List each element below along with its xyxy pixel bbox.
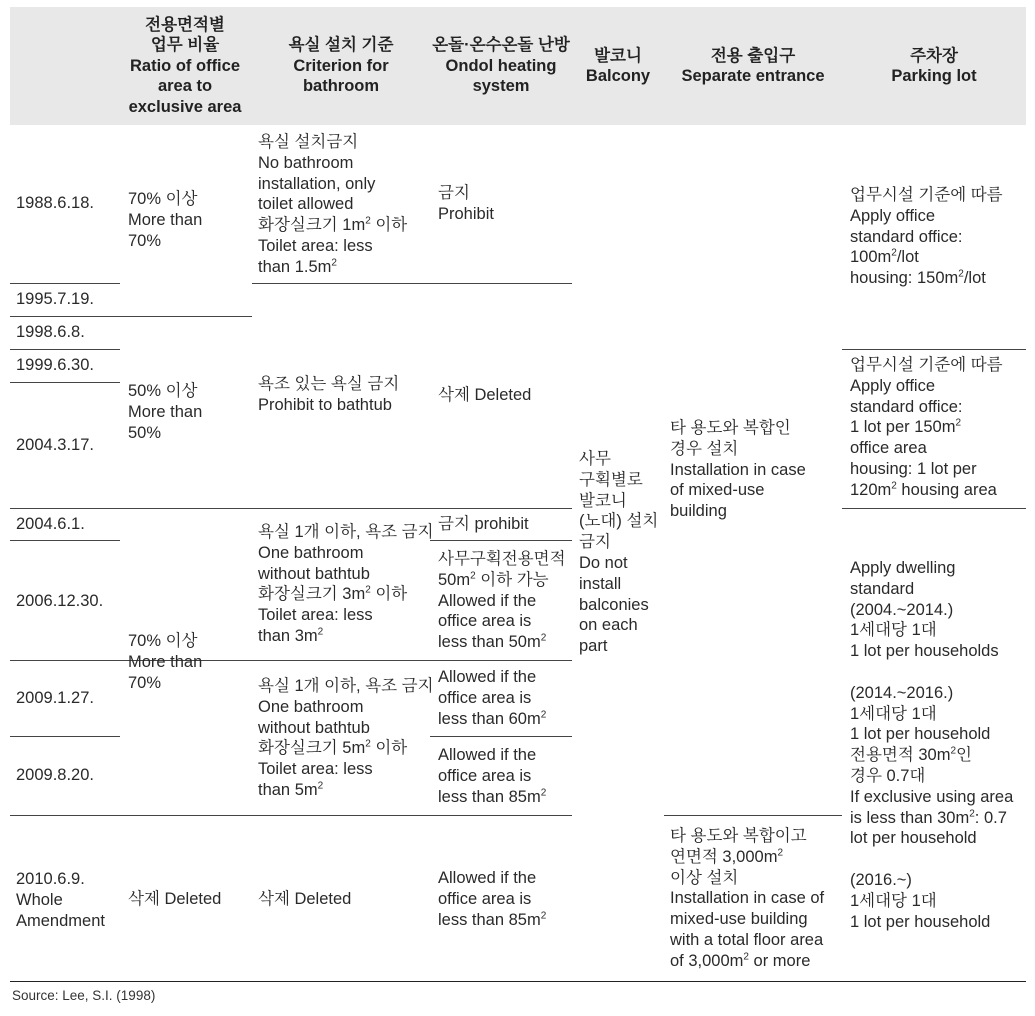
date-2004-march: 2004.3.17. [16, 436, 94, 454]
ondol-cell-5: Allowed if the office area is less than $60m^2$ [438, 668, 547, 728]
ondol-cell-1: 금지 Prohibit [438, 184, 494, 223]
date-2006: 2006.12.30. [16, 592, 104, 610]
row-divider [10, 382, 120, 383]
row-divider [430, 736, 572, 737]
header-ondol: 온돌·온수온돌 난방 Ondol heating system [432, 36, 570, 96]
balcony-cell: 사무 구획별로 발코니 (노대) 설치 금지 Do not install balconies on each part [579, 450, 659, 656]
ondol-cell-2: 삭제 Deleted [438, 386, 532, 404]
bathroom-cell-3: 욕실 1개 이하, 욕조 금지 One bathroom without bathtub 화장실크기 $3m^2$ 이하 Toilet area: less than $3m^2$ [258, 523, 434, 645]
row-divider [664, 815, 842, 816]
row-divider [430, 540, 572, 541]
header-balcony: 발코니 Balcony [585, 46, 651, 85]
row-divider [10, 316, 252, 317]
ondol-cell-7: Allowed if the office area is less than $85m^2$ [438, 869, 547, 929]
bathroom-cell-1: 욕실 설치금지 No bathroom installation, only toilet allowed 화장실크기 $1m^2$ 이하 Toilet area: less than $1.5m^2$ [258, 133, 408, 276]
row-divider [10, 815, 572, 816]
row-divider [10, 736, 120, 737]
table-bottom-rule [10, 981, 1026, 982]
parking-cell-3: Apply dwelling standard (2004.~2014.) 1세대당 1대 1 lot per households (2014.~2016.) 1세대당 1대 1 lot per household 전용면적 $30m^2$인 경우 0.7대 If exclusive using area is less than $30m^2$: 0.7 lot per household (2016.~) 1세대당 1대 1 lot per household [850, 559, 1014, 931]
date-2009-aug: 2009.8.20. [16, 766, 94, 784]
header-entrance: 전용 출입구 Separate entrance [681, 46, 825, 85]
row-divider [10, 283, 120, 284]
date-1995: 1995.7.19. [16, 290, 94, 308]
header-ratio: 전용면적별 업무 비율 Ratio of office area to exclusive area [128, 15, 242, 116]
date-1998: 1998.6.8. [16, 323, 85, 341]
row-divider [842, 349, 1026, 350]
ratio-cell-1: 70% 이상 More than 70% [128, 190, 203, 250]
ondol-cell-6: Allowed if the office area is less than $85m^2$ [438, 746, 547, 806]
ratio-cell-4: 삭제 Deleted [128, 890, 222, 908]
source-caption: Source: Lee, S.I. (1998) [12, 988, 156, 1003]
bathroom-cell-4: 욕실 1개 이하, 욕조 금지 One bathroom without bathtub 화장실크기 $5m^2$ 이하 Toilet area: less than $5m^2$ [258, 677, 434, 799]
entrance-cell-2: 타 용도와 복합이고 연면적 $3,000m^2$ 이상 설치 Installation in case of mixed-use building with a total floor area of $3,000m^2$ or more [670, 827, 825, 970]
ondol-cell-3: 금지 prohibit [438, 515, 529, 533]
row-divider [10, 540, 120, 541]
parking-cell-1: 업무시설 기준에 따름 Apply office standard office: $100m^2$/lot housing: $150m^2$/lot [850, 186, 1003, 288]
entrance-cell-1: 타 용도와 복합인 경우 설치 Installation in case of mixed-use building [670, 419, 806, 521]
parking-cell-2: 업무시설 기준에 따름 Apply office standard office: 1 lot per $150m^2$ office area housing: 1 lot per $120m^2$ housing area [850, 356, 1003, 499]
row-divider [10, 660, 572, 661]
date-1999: 1999.6.30. [16, 356, 94, 374]
header-parking: 주차장 Parking lot [891, 46, 977, 85]
date-2009-jan: 2009.1.27. [16, 689, 94, 707]
date-2010: 2010.6.9. Whole Amendment [16, 870, 105, 930]
ratio-cell-3: 70% 이상 More than 70% [128, 632, 203, 692]
row-divider [252, 283, 572, 284]
row-divider [842, 508, 1026, 509]
row-divider [10, 349, 120, 350]
bathroom-cell-5: 삭제 Deleted [258, 890, 352, 908]
date-2004-june: 2004.6.1. [16, 515, 85, 533]
bathroom-cell-2: 욕조 있는 욕실 금지 Prohibit to bathtub [258, 375, 400, 414]
header-bathroom: 욕실 설치 기준 Criterion for bathroom [288, 36, 394, 96]
date-1988: 1988.6.18. [16, 194, 94, 212]
ondol-cell-4: 사무구획전용면적 $50m^2$ 이하 가능 Allowed if the office area is less than $50m^2$ [438, 550, 566, 652]
ratio-cell-2: 50% 이상 More than 50% [128, 382, 203, 442]
row-divider [10, 508, 572, 509]
